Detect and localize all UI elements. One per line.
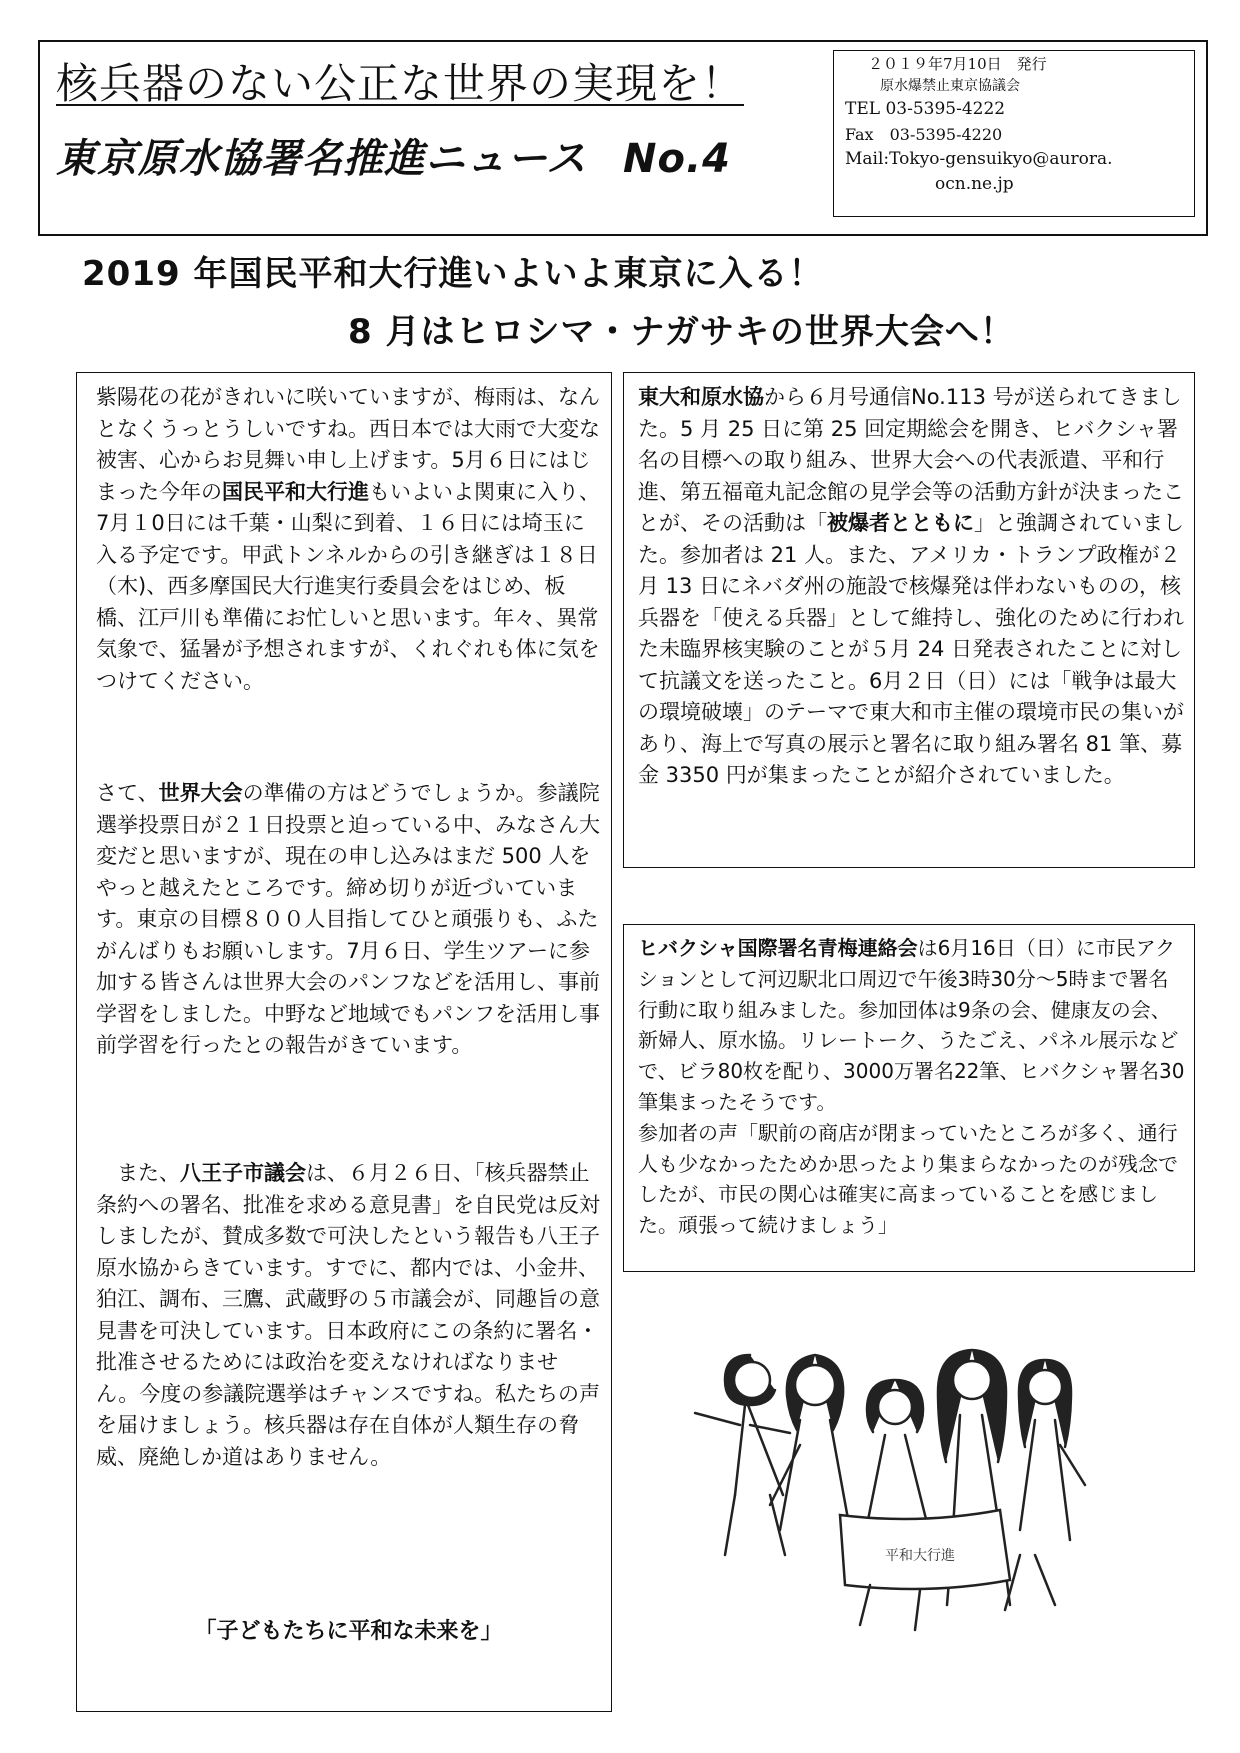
slogan: 核兵器のない公正な世界の実現を！ — [56, 59, 745, 108]
bold-text: 国民平和大行進 — [222, 479, 369, 504]
right-top-paragraph — [638, 382, 1185, 792]
bold-text: 東大和原水協 — [638, 385, 764, 409]
bold-text: 八王子市議会 — [180, 1161, 306, 1185]
peace-march-illustration — [690, 1325, 1190, 1645]
text: 」と強調されていました。参加者は 21 人。また、アメリカ・トランプ政権が２月 13 日にネバダ州の施設で核爆発は伴わないものの，核兵器を「使える兵器」として維持し、強化のために行われた未臨界核実験のことが５月 24 日発表されたことに対して抗議文を送ったこと。6月２日（日）には「戦争は最大の環境破壊」のテーマで東大和市主催の環境市民の集いがあり、海上で写真の展示と署名に取り組み署名 81 筆、募金 3350 円が集まったことが紹介されていました。 — [638, 511, 1184, 787]
closing-slogan: 「子どもたちに平和な未来を」 — [194, 1619, 503, 1644]
publisher-name: 原水爆禁止東京協議会 — [880, 78, 1020, 94]
bold-text: ヒバクシャ国際署名青梅連絡会 — [638, 936, 918, 960]
fax: Fax 03-5395-4220 — [845, 125, 1003, 144]
banner-text: 平和大行進 — [885, 1548, 955, 1564]
bold-text: 世界大会 — [158, 781, 243, 805]
right-bottom-paragraph — [638, 933, 1185, 1241]
text: は、６月２６日、「核兵器禁止条約への署名、批准を求める意見書」を自民党は反対しましたが、賛成多数で可決したという報告も八王子原水協からきています。すでに、都内では、小金井、狛江、調布、三鷹、武蔵野の５市議会が、同趣旨の意見書を可決しています。日本政府にこの条約に署名・批准させるためには政治を変えなければなりません。今度の参議院選挙はチャンスですね。私たちの声を届けましょう。核兵器は存在自体が人類生存の脅威、廃絶しか道はありません。 — [96, 1161, 600, 1469]
text: また、 — [117, 1161, 180, 1185]
left-paragraph-1 — [96, 382, 601, 697]
headline-line-2: 8 月はヒロシマ・ナガサキの世界大会へ！ — [348, 312, 1015, 352]
issue-number: No.4 — [623, 136, 731, 182]
bold-text: 被爆者とともに — [827, 511, 974, 535]
issue-date: ２０１９年7月10日 発行 — [868, 55, 1047, 73]
text: の準備の方はどうでしょうか。参議院選挙投票日が２１日投票と迫っている中、みなさん大変だと思いますが、現在の申し込みはまだ 500 人をやっと越えたところです。締め切りが近づいています。東京の目標８００人目指してひと頑張りも、ふたがんばりもお願いします。7月６日、学生ツアーに参加する皆さんは世界大会のパンフなどを活用し、事前学習をしました。中野など地域でもパンフを活用し事前学習を行ったとの報告がきています。 — [96, 781, 600, 1057]
telephone: TEL 03-5395-4222 — [845, 99, 1006, 119]
text: もいよいよ関東に入り、7月１0日には千葉・山梨に到着、１６日には埼玉に入る予定です。甲武トンネルからの引き継ぎは１８日（木)、西多摩国民大行進実行委員会をはじめ、板橋、江戸川も準備にお忙しいと思います。年々、異常気象で、猛暑が予想されますが、くれぐれも体に気をつけてください。 — [96, 479, 600, 693]
left-paragraph-3 — [96, 1158, 601, 1473]
email-line-2: ocn.ne.jp — [935, 174, 1014, 194]
email-line-1: Mail:Tokyo-gensuikyo@aurora. — [845, 149, 1113, 169]
text: さて、 — [96, 781, 159, 805]
headline-line-1: 2019 年国民平和大行進いよいよ東京に入る！ — [82, 254, 824, 294]
text: から６月号通信No.113 号が送られてきました。5 月 25 日に第 25 回定期総会を開き、ヒバクシャ署名の目標への取り組み、世界大会への代表派遣、平和行進、第五福竜丸記念館の見学会等の活動方針が決まったことが、その活動は「 — [638, 385, 1184, 535]
left-paragraph-2 — [96, 778, 601, 1062]
text: 紫陽花の花がきれいに咲いていますが、梅雨は、なんとなくうっとうしいですね。西日本では大雨で大変な被害、心からお見舞い申し上げます。5月６日にはじまった今年の — [96, 385, 600, 504]
text: は6月16日（日）に市民アクションとして河辺駅北口周辺で午後3時30分～5時まで署名行動に取り組みました。参加団体は9条の会、健康友の会、新婦人、原水協。リレートーク、うたごえ、パネル展示などで、ビラ80枚を配り、3000万署名22筆、ヒバクシャ署名30筆集まったそうです。 — [638, 936, 1185, 1114]
text: 参加者の声「駅前の商店が閉まっていたところが多く、通行人も少なかったためか思ったより集まらなかったのが残念でしたが、市民の関心は確実に高まっていることを感じました。頑張って続けましょう」 — [638, 1120, 1178, 1238]
newsletter-name: 東京原水協署名推進ニュース — [56, 136, 587, 182]
newsletter-title — [56, 135, 731, 183]
